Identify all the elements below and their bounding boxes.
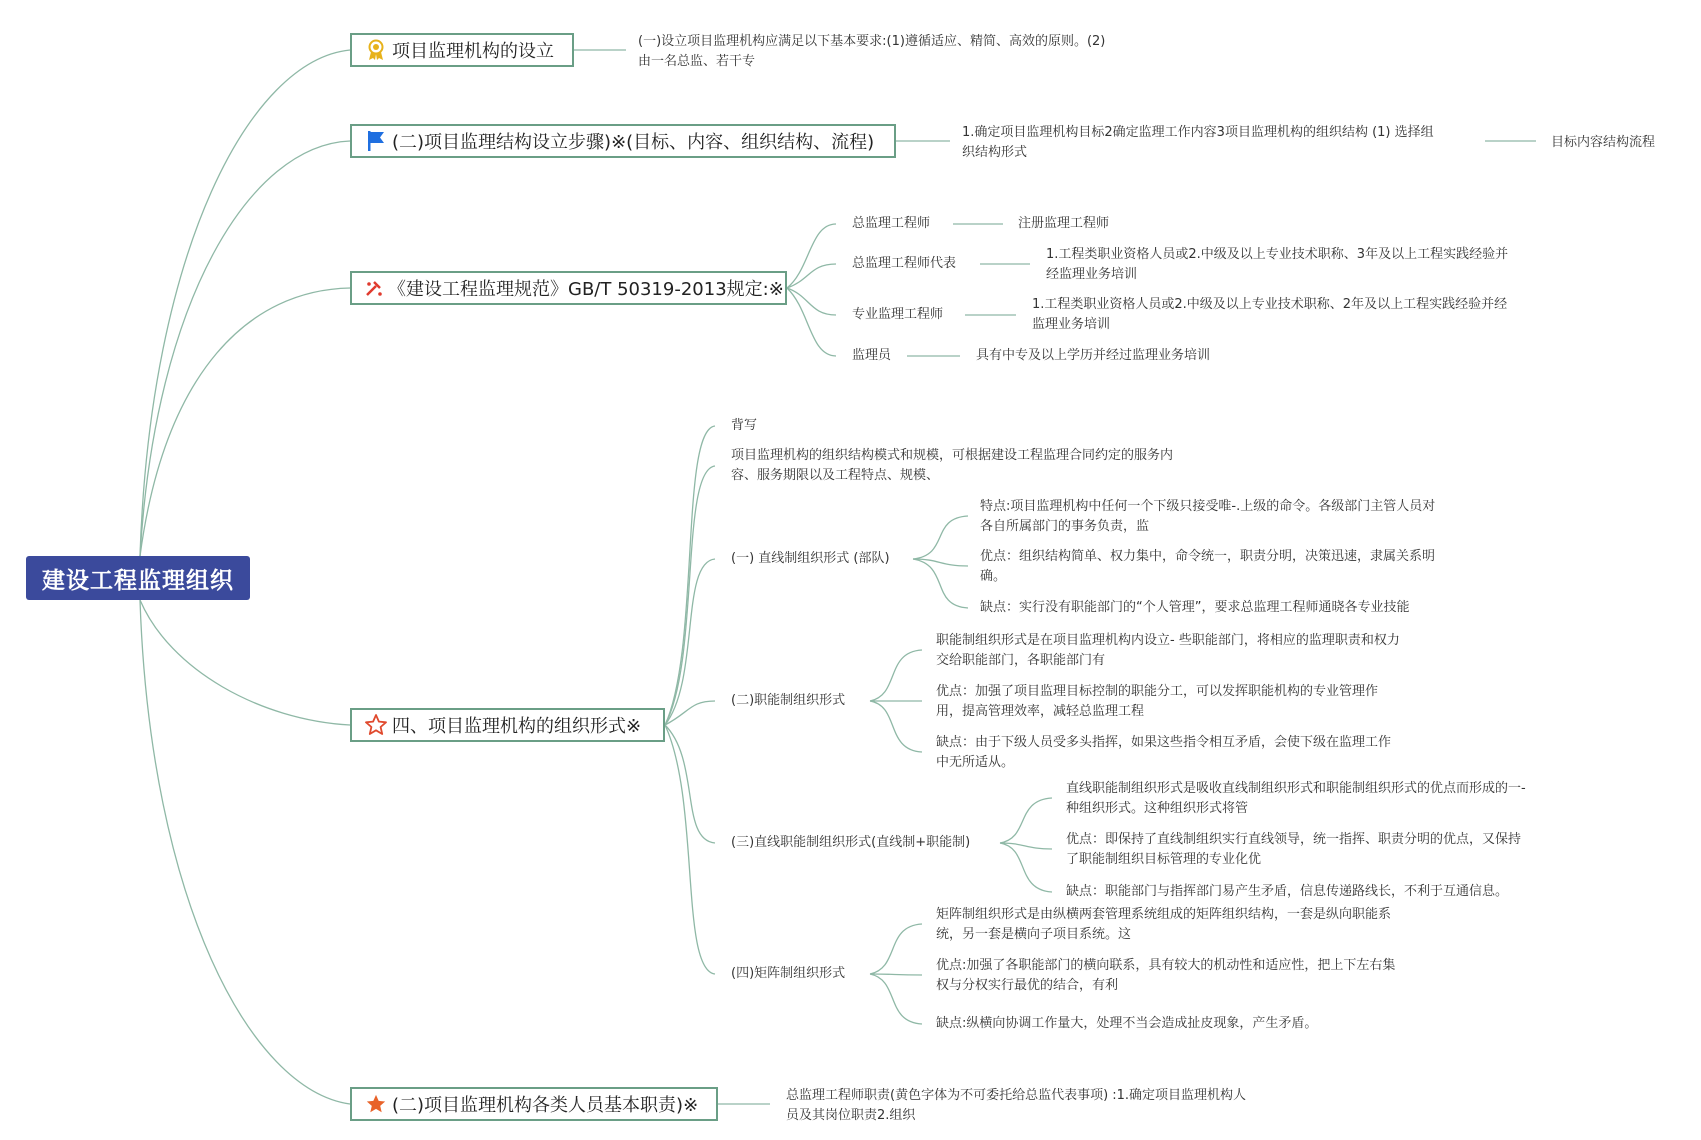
org-form-label[interactable]: (一) 直线制组织形式 (部队) bbox=[731, 551, 890, 566]
role-detail: 1.工程类职业资格人员或2.中级及以上专业技术职称、3年及以上工程实践经验并 经监理业务培训 bbox=[1046, 247, 1509, 282]
org-form-item: 缺点：由于下级人员受多头指挥，如果这些指令相互矛盾，会使下级在监理工作 中无所适从。 bbox=[936, 735, 1392, 770]
branch-detail: 总监理工程师职责(黄色字体为不可委托给总监代表事项) :1.确定项目监理机构人 员及其岗位职责2.组织 bbox=[786, 1088, 1247, 1123]
branch-label: (二)项目监理结构设立步骤)※(目标、内容、组织结构、流程) bbox=[392, 132, 875, 153]
branch-establishment[interactable] bbox=[350, 33, 574, 67]
branch-duties[interactable] bbox=[350, 1087, 718, 1121]
branch-detail: (一)设立项目监理机构应满足以下基本要求:(1)遵循适应、精简、高效的原则。(2) 由一名总监、若干专 bbox=[638, 34, 1106, 69]
tools-icon bbox=[364, 276, 384, 300]
role-label[interactable]: 总监理工程师 bbox=[852, 216, 931, 231]
branch-label: 项目监理机构的设立 bbox=[392, 41, 554, 62]
org-form-item: 缺点:纵横向协调工作量大，处理不当会造成扯皮现象，产生矛盾。 bbox=[936, 1016, 1318, 1031]
org-form-item: 矩阵制组织形式是由纵横两套管理系统组成的矩阵组织结构，一套是纵向职能系 统，另一套是横向子项目系统。这 bbox=[936, 907, 1392, 942]
role-detail: 注册监理工程师 bbox=[1018, 216, 1110, 231]
branch-extra: 目标内容结构流程 bbox=[1551, 135, 1656, 150]
branch-label: 《建设工程监理规范》GB/T 50319-2013规定:※ bbox=[388, 279, 784, 300]
medal-icon bbox=[364, 38, 388, 62]
star-outline-icon bbox=[364, 713, 388, 737]
branch-org-forms[interactable] bbox=[350, 708, 665, 742]
flag-icon bbox=[364, 129, 388, 153]
org-form-label[interactable]: (四)矩阵制组织形式 bbox=[731, 966, 846, 981]
role-label[interactable]: 监理员 bbox=[852, 348, 892, 363]
role-detail: 1.工程类职业资格人员或2.中级及以上专业技术职称、2年及以上工程实践经验并经 监理业务培训 bbox=[1032, 297, 1508, 332]
org-form-item: 职能制组织形式是在项目监理机构内设立- 些职能部门，将相应的监理职责和权力 交给职能部门，各职能部门有 bbox=[936, 633, 1400, 668]
branch-label: 四、项目监理机构的组织形式※ bbox=[392, 716, 642, 737]
branch-label: (二)项目监理机构各类人员基本职责)※ bbox=[392, 1095, 699, 1116]
org-form-item: 优点：即保持了直线制组织实行直线领导，统一指挥、职责分明的优点，又保持 了职能制组织目标管理的专业化优 bbox=[1066, 832, 1522, 867]
branch-setup-steps[interactable] bbox=[350, 124, 896, 158]
note-text: 背写 bbox=[731, 418, 758, 433]
org-form-item: 缺点：实行没有职能部门的“个人管理”，要求总监理工程师通晓各专业技能 bbox=[980, 600, 1410, 615]
role-label[interactable]: 专业监理工程师 bbox=[852, 307, 944, 322]
org-form-label[interactable]: (三)直线职能制组织形式(直线制+职能制) bbox=[731, 835, 971, 850]
note-text: 项目监理机构的组织结构模式和规模，可根据建设工程监理合同约定的服务内 容、服务期限以及工程特点、规模、 bbox=[731, 448, 1174, 483]
org-form-item: 优点：组织结构简单、权力集中，命令统一，职责分明，决策迅速，隶属关系明 确。 bbox=[980, 549, 1436, 584]
org-form-item: 缺点：职能部门与指挥部门易产生矛盾，信息传递路线长，不利于互通信息。 bbox=[1066, 884, 1509, 899]
org-form-item: 特点:项目监理机构中任何一个下级只接受唯-.上级的命令。各级部门主管人员对 各自所属部门的事务负责，监 bbox=[980, 499, 1436, 534]
org-form-item: 直线职能制组织形式是吸收直线制组织形式和职能制组织形式的优点而形成的一- 种组织形式。这种组织形式将管 bbox=[1066, 781, 1526, 816]
role-label[interactable]: 总监理工程师代表 bbox=[852, 256, 957, 271]
branch-detail: 1.确定项目监理机构目标2确定监理工作内容3项目监理机构的组织结构 (1) 选择组 织结构形式 bbox=[962, 125, 1434, 160]
org-form-item: 优点:加强了各职能部门的横向联系，具有较大的机动性和适应性，把上下左右集 权与分权实行最优的结合，有利 bbox=[936, 958, 1396, 993]
star-filled-icon bbox=[364, 1092, 388, 1116]
org-form-label[interactable]: (二)职能制组织形式 bbox=[731, 693, 846, 708]
org-form-item: 优点：加强了项目监理目标控制的职能分工，可以发挥职能机构的专业管理作 用，提高管理效率，减轻总监理工程 bbox=[936, 684, 1379, 719]
branch-regulation[interactable] bbox=[350, 271, 787, 305]
role-detail: 具有中专及以上学历并经过监理业务培训 bbox=[976, 348, 1211, 363]
root-topic[interactable]: 建设工程监理组织 bbox=[26, 556, 250, 600]
